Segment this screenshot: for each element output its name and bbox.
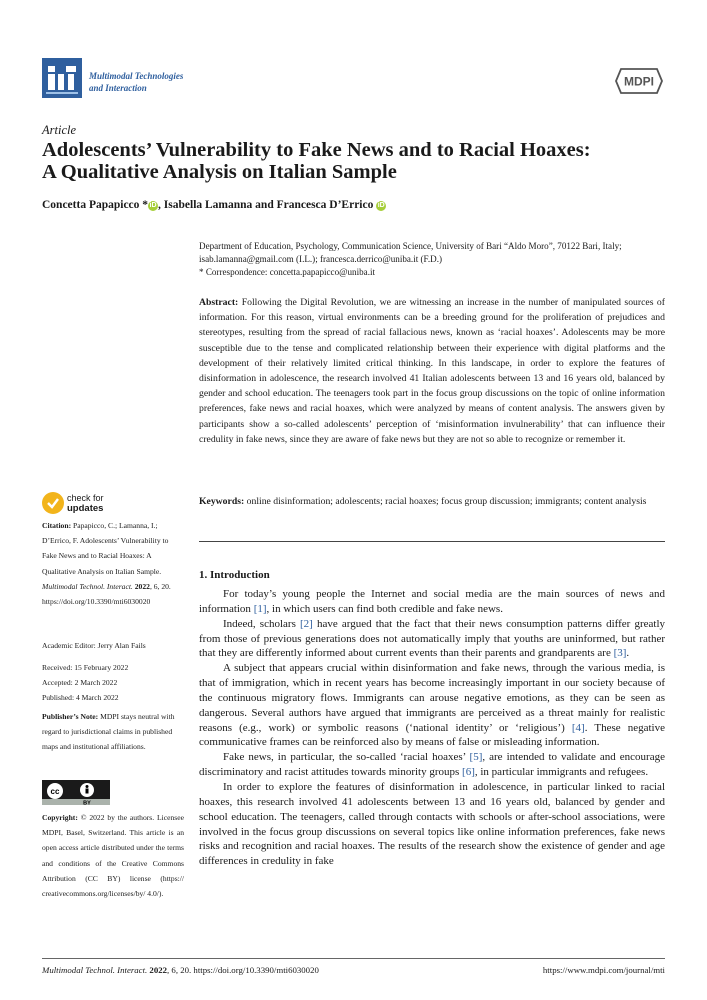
abstract-label: Abstract: [199, 297, 239, 308]
affiliation-line1: Department of Education, Psychology, Communication Science, University of Bari “Aldo Moro”, 70122 Bari, Italy; [199, 241, 622, 251]
check-for-label: check for [67, 493, 104, 503]
reference-link[interactable]: [6] [462, 766, 475, 779]
authors [42, 199, 386, 211]
citation-doi[interactable]: , 6, 20. https://doi.org/10.3390/mti6030020 [42, 581, 171, 607]
footer-journal: Multimodal Technol. Interact. [42, 965, 148, 975]
abstract [199, 295, 665, 447]
title-line1: Adolescents’ Vulnerability to Fake News and to Racial Hoaxes: [42, 139, 591, 161]
body-text [199, 587, 665, 869]
divider [199, 541, 665, 542]
orcid-icon[interactable]: iD [149, 202, 157, 209]
received-date: Received: 15 February 2022 [42, 663, 129, 672]
article-type: Article [42, 123, 77, 137]
section-heading: 1. Introduction [199, 569, 270, 581]
reference-link[interactable]: [4] [571, 721, 585, 734]
paragraph: Fake news, in particular, the so-called ‘racial hoaxes’ [5], are intended to validate and encourage discriminatory and racist attitudes towards minority groups [6], in particular immigrants and refugees. [199, 751, 665, 779]
reference-link[interactable]: [5] [469, 751, 483, 764]
updates-label: updates [67, 503, 104, 514]
journal-name [89, 70, 183, 94]
citation-year: 2022 [132, 581, 150, 591]
cc-by-label: BY [83, 800, 91, 805]
abstract-text: Following the Digital Revolution, we are witnessing an increase in the number of manipulated sources of information. For this reason, virtual environments can be a breeding ground for the proliferation of prejudices and stereotypes, resulting from the spread of racial fallacious news, known as ‘racial hoaxes’. Adolescents may be more susceptible due to the tense and complicated relationship between their experience with digital platforms and the development of their relatively limited critical thinking. In this landscape, in order to explore the features of disinformation in adolescence, the research involved 41 Italian adolescents between 13 and 16 years old, balanced by gender and school education. The teenagers took part in the focus group discussions on the topic of online information preferences, fake news and racial hoaxes, which were analyzed by means of content analysis. The answers given by participants show a so-called adolescents’ perception of ‘misinformation invulnerability’ that can influence their credulity in fake news, since they are aware of fake news but they are not so able to recognize or remember it. [199, 297, 665, 445]
author-1: Concetta Papapicco * [42, 199, 149, 211]
mdpi-logo [614, 67, 664, 95]
affiliation [199, 240, 669, 280]
citation-journal: Multimodal Technol. Interact. [42, 581, 133, 591]
published-date: Published: 4 March 2022 [42, 693, 119, 703]
reference-link[interactable]: [1] [253, 602, 267, 615]
footer-doi[interactable]: , 6, 20. https://doi.org/10.3390/mti6030020 [167, 965, 319, 975]
author-2-3: , Isabella Lamanna and Francesca D’Errico [158, 199, 374, 211]
footer-year: 2022 [147, 965, 168, 975]
orcid-icon[interactable]: iD [377, 202, 385, 209]
copyright-label: Copyright: [42, 813, 78, 822]
check-updates-icon [42, 492, 64, 514]
footer-divider [42, 958, 665, 959]
citation-text: Papapicco, C.; Lamanna, I.; D’Errico, F. Adolescents’ Vulnerability to Fake News and to Racial Hoaxes: A Qualitative Analysis on Italian Sample. [42, 521, 169, 576]
svg-text:cc: cc [50, 787, 60, 796]
paragraph: Indeed, scholars [2] have argued that the fact that their news consumption patterns differ greatly from those of previous generations does not automatically imply that youths are uninformed, but rather that they are differently informed about current events than their parents and grandparents are [3]. [199, 617, 665, 660]
affiliation-emails: isab.lamanna@gmail.com (I.L.); francesca.derrico@uniba.it (F.D.) [199, 254, 443, 265]
paragraph: A subject that appears crucial within disinformation and fake news, through the various media, is that of immigration, which in recent years has become increasingly important in our society because of the continuous migratory flows. Immigrants can arouse negative emotions, as they can be seen as dangerous. Several authors have argued that immigrants are perceived as a threat mainly for realistic reasons (e.g., work) or symbolic reasons (‘national identity’ or ‘religious’) [4]. These negative communicative frames can be reinforced also by means of false or misleading information. [199, 662, 665, 749]
keywords [199, 494, 665, 509]
title-line2: A Qualitative Analysis on Italian Sample [42, 161, 397, 183]
check-for-updates-badge[interactable] [42, 492, 152, 516]
reference-link[interactable]: [3] [613, 647, 627, 660]
copyright [42, 810, 184, 901]
keywords-text: online disinformation; adolescents; racial hoaxes; focus group discussion; immigrants; content analysis [244, 496, 647, 507]
mdpi-logo-text: MDPI [624, 74, 654, 89]
citation [42, 518, 184, 609]
paragraph: In order to explore the features of disinformation in adolescence, in particular linked to racial hoaxes, this research involved 41 adolescents between 13 and 16 years old, balanced by gender and school education. The teenagers, called through contacts with schools or after-school associations, were involved in the focus group discussions on several topics like online information preferences, fake news risks and recognition and racial hoaxes. The results of the research show the existence of gender and age differences in credulity in fake [199, 780, 665, 868]
correspondence: * Correspondence: concetta.papapicco@uniba.it [199, 267, 376, 278]
dates [42, 660, 184, 706]
academic-editor: Academic Editor: Jerry Alan Fails [42, 641, 146, 650]
cc-by-license-icon[interactable] [42, 780, 110, 805]
publisher-note-text: MDPI stays neutral with regard to jurisdictional claims in published maps and institutional affiliations. [42, 712, 175, 752]
citation-label: Citation: [42, 521, 72, 530]
footer-citation [42, 965, 319, 975]
publisher-note [42, 709, 184, 755]
keywords-label: Keywords: [199, 496, 245, 507]
accepted-date: Accepted: 2 March 2022 [42, 678, 118, 688]
journal-name-line1: Multimodal Technologies [89, 71, 184, 81]
publisher-note-label: Publisher’s Note: [42, 712, 99, 721]
journal-name-line2: and Interaction [89, 83, 147, 93]
article-title [42, 139, 672, 183]
footer-journal-url[interactable]: https://www.mdpi.com/journal/mti [542, 965, 665, 975]
reference-link[interactable]: [2] [300, 617, 313, 630]
paragraph: For today’s young people the Internet and social media are the main sources of news and information [1], in which users can find both credible and fake news. [199, 588, 665, 615]
copyright-text: © 2022 by the authors. Licensee MDPI, Basel, Switzerland. This article is an open access article distributed under the terms and conditions of the Creative Commons Attribution (CC BY) license (https:// creativecommons.org/licenses/by/ 4.0/). [42, 813, 184, 899]
journal-logo [42, 58, 82, 98]
